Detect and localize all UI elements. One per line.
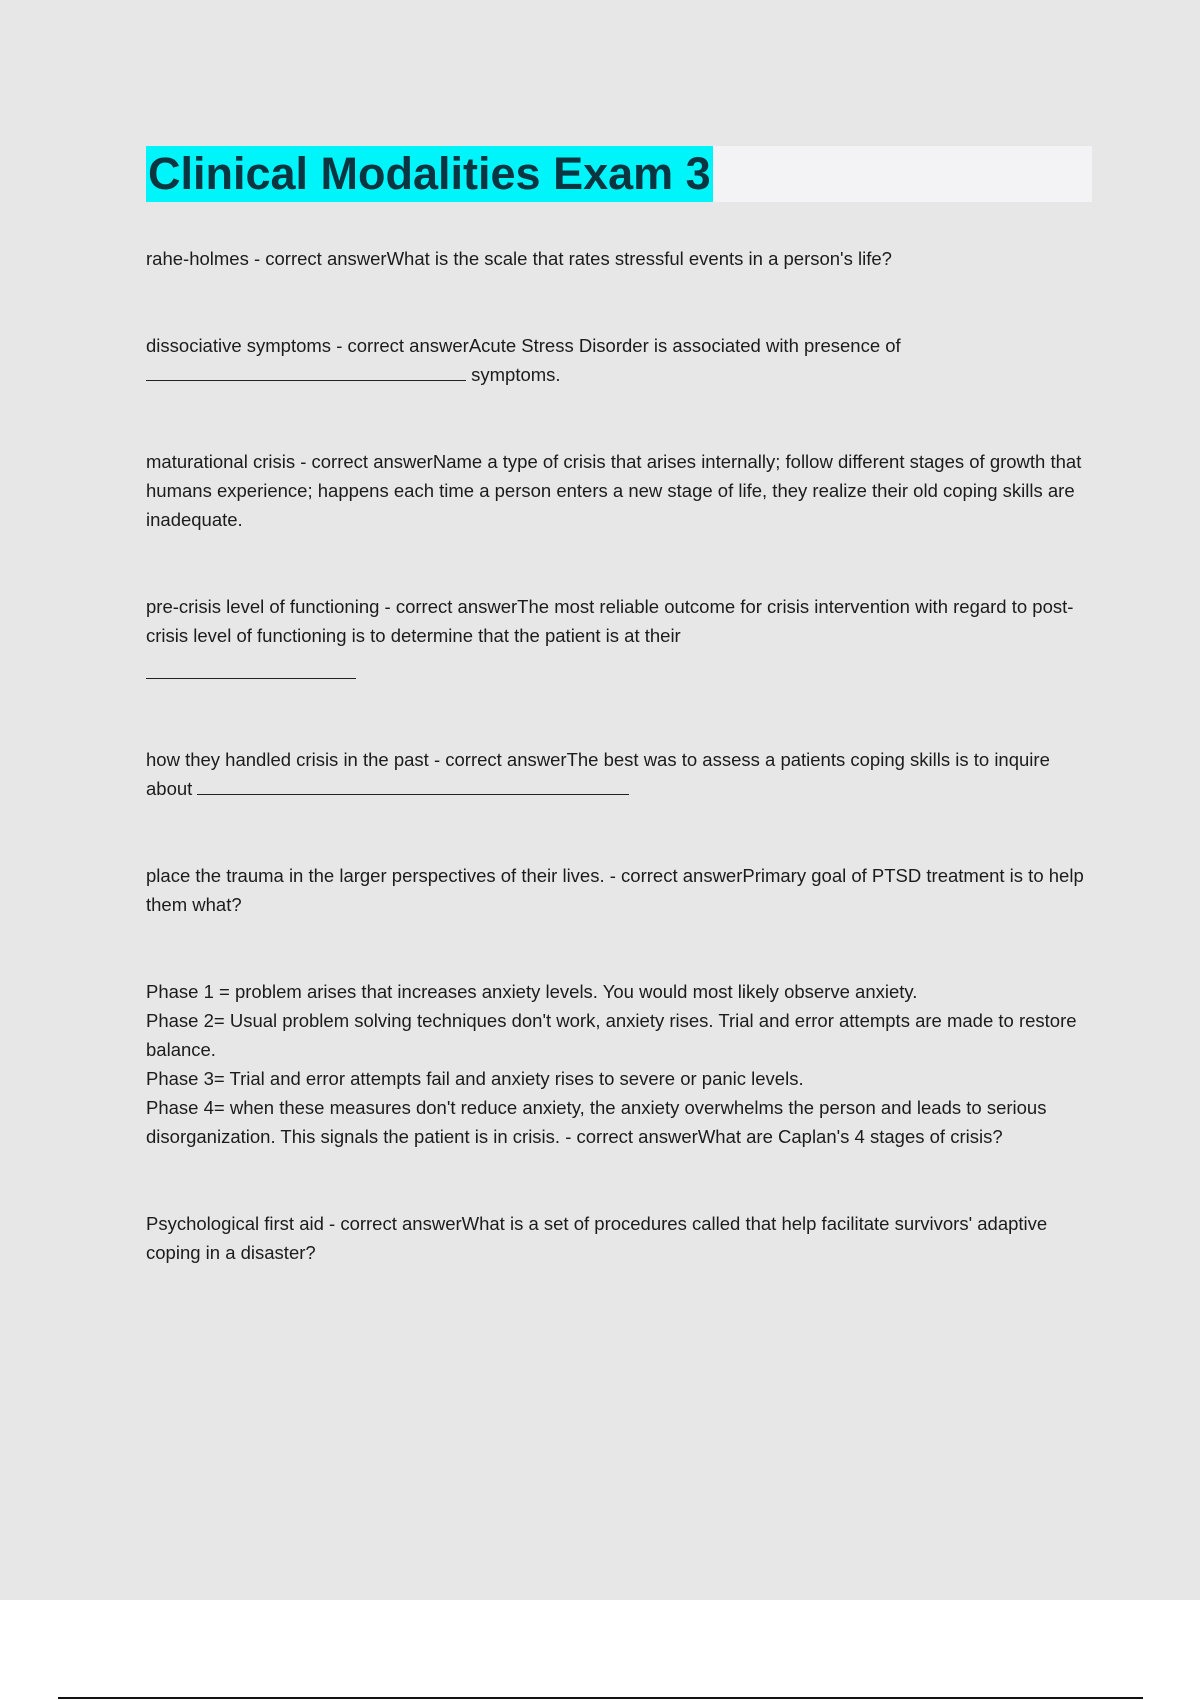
phase-item: Phase 4= when these measures don't reduce anxiety, the anxiety overwhelms the person and leads to serious disorganization. This signals the patient is in crisis. - correct answer (146, 1097, 1047, 1147)
flashcard-question-end: symptoms. (471, 364, 561, 385)
flashcard-2 (146, 331, 1096, 389)
footer-rule (58, 1697, 1143, 1699)
flashcard-text (146, 244, 1096, 273)
phase-item: Phase 3= Trial and error attempts fail and anxiety rises to severe or panic levels. (146, 1068, 804, 1089)
flashcard-answer: Psychological first aid - correct answer (146, 1213, 462, 1234)
flashcard-question: What is the scale that rates stressful events in a person's life? (386, 248, 892, 269)
flashcard-1 (146, 244, 1096, 273)
flashcard-question: What are Caplan's 4 stages of crisis? (697, 1126, 1003, 1147)
flashcard-text (146, 1209, 1096, 1267)
flashcard-question: The most reliable outcome for crisis intervention with regard to post-crisis level of functioning is to determine that the patient is at their (146, 596, 1074, 646)
flashcard-text (146, 360, 1096, 389)
phase-item: Phase 2= Usual problem solving techniques don't work, anxiety rises. Trial and error attempts are made to restore balance. (146, 1010, 1077, 1060)
flashcard-answer: dissociative symptoms - correct answer (146, 335, 469, 356)
flashcard-text (146, 861, 1096, 919)
flashcard-8 (146, 1209, 1096, 1267)
flashcard-answer: maturational crisis - correct answer (146, 451, 433, 472)
answer-blank (146, 660, 356, 679)
flashcard-question: Name a type of crisis that arises internally; follow different stages of growth that humans experience; happens each time a person enters a new stage of life, they realize their old coping skills are inadequate. (146, 451, 1082, 530)
flashcard-4 (146, 592, 1096, 687)
flashcard-5 (146, 745, 1096, 803)
answer-blank (146, 362, 466, 381)
flashcard-question: The best was to assess a patients coping skills is to inquire about (146, 749, 1050, 799)
flashcard-question: Primary goal of PTSD treatment is to help them what? (146, 865, 1084, 915)
flashcard-list (146, 244, 1096, 1267)
flashcard-answer: rahe-holmes - correct answer (146, 248, 387, 269)
flashcard-text (146, 745, 1096, 803)
flashcard-text (146, 1093, 1096, 1151)
flashcard-text (146, 592, 1096, 650)
answer-blank (197, 776, 629, 795)
document-title: Clinical Modalities Exam 3 (146, 146, 713, 202)
flashcard-answer: pre-crisis level of functioning - correct answer (146, 596, 518, 617)
flashcard-3 (146, 447, 1096, 534)
flashcard-6 (146, 861, 1096, 919)
flashcard-answer: how they handled crisis in the past - correct answer (146, 749, 567, 770)
phase-item: Phase 1 = problem arises that increases anxiety levels. You would most likely observe anxiety. (146, 981, 918, 1002)
flashcard-question: What is a set of procedures called that help facilitate survivors' adaptive coping in a disaster? (146, 1213, 1048, 1263)
flashcard-7 (146, 977, 1096, 1151)
flashcard-text (146, 658, 1096, 687)
flashcard-text (146, 447, 1096, 534)
flashcard-text (146, 331, 1096, 360)
flashcard-question: Acute Stress Disorder is associated with presence of (468, 335, 901, 356)
flashcard-answer: place the trauma in the larger perspectives of their lives. - correct answer (146, 865, 743, 886)
